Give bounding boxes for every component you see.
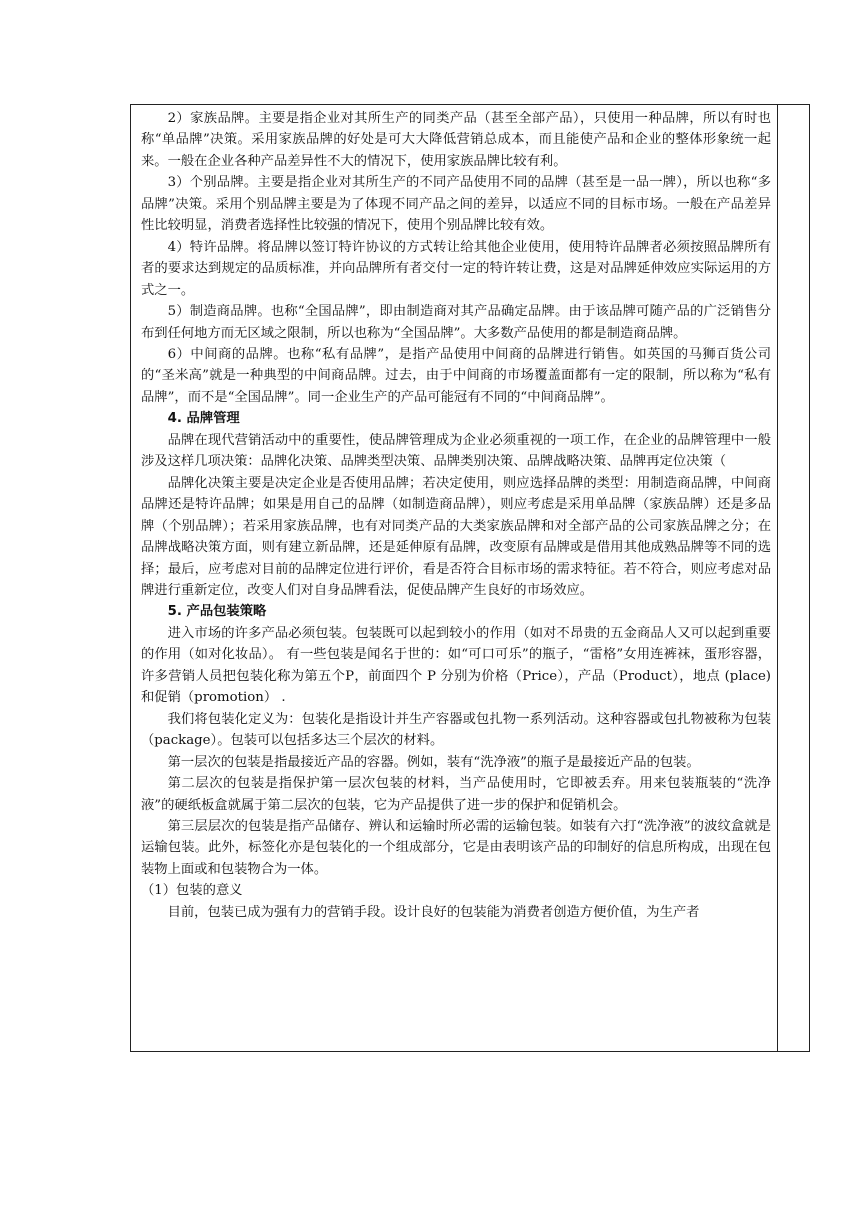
paragraph-third-level-packaging: 第三层层次的包装是指产品储存、辨认和运输时所必需的运输包装。如装有六打“洗净液”的波纹盒就是运输包装。此外，标签化亦是包装化的一个组成部分，它是由表明该产品的印制好的信息所构成，出现在包装物上面或和包装物合为一体。: [141, 818, 771, 877]
paragraph-packaging-meaning: 目前，包装已成为强有力的营销手段。设计良好的包装能为消费者创造方便价值，为生产者: [167, 904, 700, 920]
paragraph-brand-management-intro: 品牌在现代营销活动中的重要性，使品牌管理成为企业必须重视的一项工作，在企业的品牌管理中一般涉及这样几项决策：品牌化决策、品牌类型决策、品牌类别决策、品牌战略决策、品牌再定位决策（: [141, 432, 771, 470]
paragraph-packaging-definition: 我们将包装化定义为：包装化是指设计并生产容器或包扎物一系列活动。这种容器或包扎物被称为包装（package）。包装可以包括多达三个层次的材料。: [141, 711, 771, 749]
paragraph-manufacturer-brand: 5）制造商品牌。也称“全国品牌”，即由制造商对其产品确定品牌。由于该品牌可随产品的广泛销售分布到任何地方而无区域之限制，所以也称为“全国品牌”。大多数产品使用的都是制造商品牌。: [141, 304, 771, 341]
paragraph-second-level-packaging: 第二层次的包装是指保护第一层次包装的材料，当产品使用时，它即被丢弃。用来包装瓶装的“洗净液”的硬纸板盒就属于第二层次的包装，它为产品提供了进一步的保护和促销机会。: [141, 776, 771, 813]
table-column-divider: [777, 105, 778, 1051]
paragraph-first-level-packaging: 第一层次的包装是指最接近产品的容器。例如，装有“洗净液”的瓶子是最接近产品的包装。: [167, 754, 700, 770]
content-table: [130, 104, 810, 1052]
paragraph-branding-decision: 品牌化决策主要是决定企业是否使用品牌；若决定使用，则应选择品牌的类型：用制造商品牌，中间商品牌还是特许品牌；如果是用自己的品牌（如制造商品牌），则应考虑是采用单品牌（家族品牌）还是多品牌（个别品牌）；若采用家族品牌，也有对同类产品的大类家族品牌和对全部产品的公司家族品牌之分；在品牌战略决策方面，则有建立新品牌，还是延伸原有品牌，改变原有品牌或是借用其他成熟品牌等不同的选择；最后，应考虑对目前的品牌定位进行评价，看是否符合目标市场的需求特征。若不符合，则应考虑对品牌进行重新定位，改变人们对自身品牌看法，促使品牌产生良好的市场效应。: [141, 475, 771, 598]
paragraph-family-brand: 2）家族品牌。主要是指企业对其所生产的同类产品（甚至全部产品），只使用一种品牌，所以有时也称“单品牌”决策。采用家族品牌的好处是可大大降低营销总成本，而且能使产品和企业的整体形象统一起来。一般在企业各种产品差异性不大的情况下，使用家族品牌比较有利。: [141, 111, 771, 169]
paragraph-packaging-intro: 进入市场的许多产品必须包装。包装既可以起到较小的作用（如对不昂贵的五金商品人又可以起到重要的作用（如对化妆品）。 有一些包装是闻名于世的：如“可口可乐”的瓶子，“雷格”女用连裤袜，蛋形容器，许多营销人员把包装化称为第五个P，前面四个 P 分别为价格（Price），产品（Product），地点 (place) 和促销（promotion） .: [141, 625, 771, 706]
heading-packaging-strategy: 5. 产品包装策略: [167, 604, 267, 620]
paragraph-individual-brand: 3）个别品牌。主要是指企业对其所生产的不同产品使用不同的品牌（甚至是一品一牌），所以也称“多品牌”决策。采用个别品牌主要是为了体现不同产品之间的差异，以适应不同的目标市场。一般在产品差异性比较明显，消费者选择性比较强的情况下，使用个别品牌比较有效。: [141, 175, 771, 234]
subheading-packaging-meaning: （1）包装的意义: [141, 883, 243, 899]
table-main-cell: [141, 108, 771, 923]
heading-brand-management: 4. 品牌管理: [167, 411, 240, 427]
paragraph-licensed-brand: 4）特许品牌。将品牌以签订特许协议的方式转让给其他企业使用，使用特许品牌者必须按照品牌所有者的要求达到规定的品质标准，并向品牌所有者交付一定的特许转让费，这是对品牌延伸效应实际运用的方式之一。: [141, 239, 771, 298]
paragraph-middleman-brand: 6）中间商的品牌。也称“私有品牌”，是指产品使用中间商的品牌进行销售。如英国的马狮百货公司的“圣米高”就是一种典型的中间商品牌。过去，由于中间商的市场覆盖面都有一定的限制，所以称为“私有品牌”，而不是“全国品牌”。同一企业生产的产品可能冠有不同的“中间商品牌”。: [141, 346, 771, 405]
